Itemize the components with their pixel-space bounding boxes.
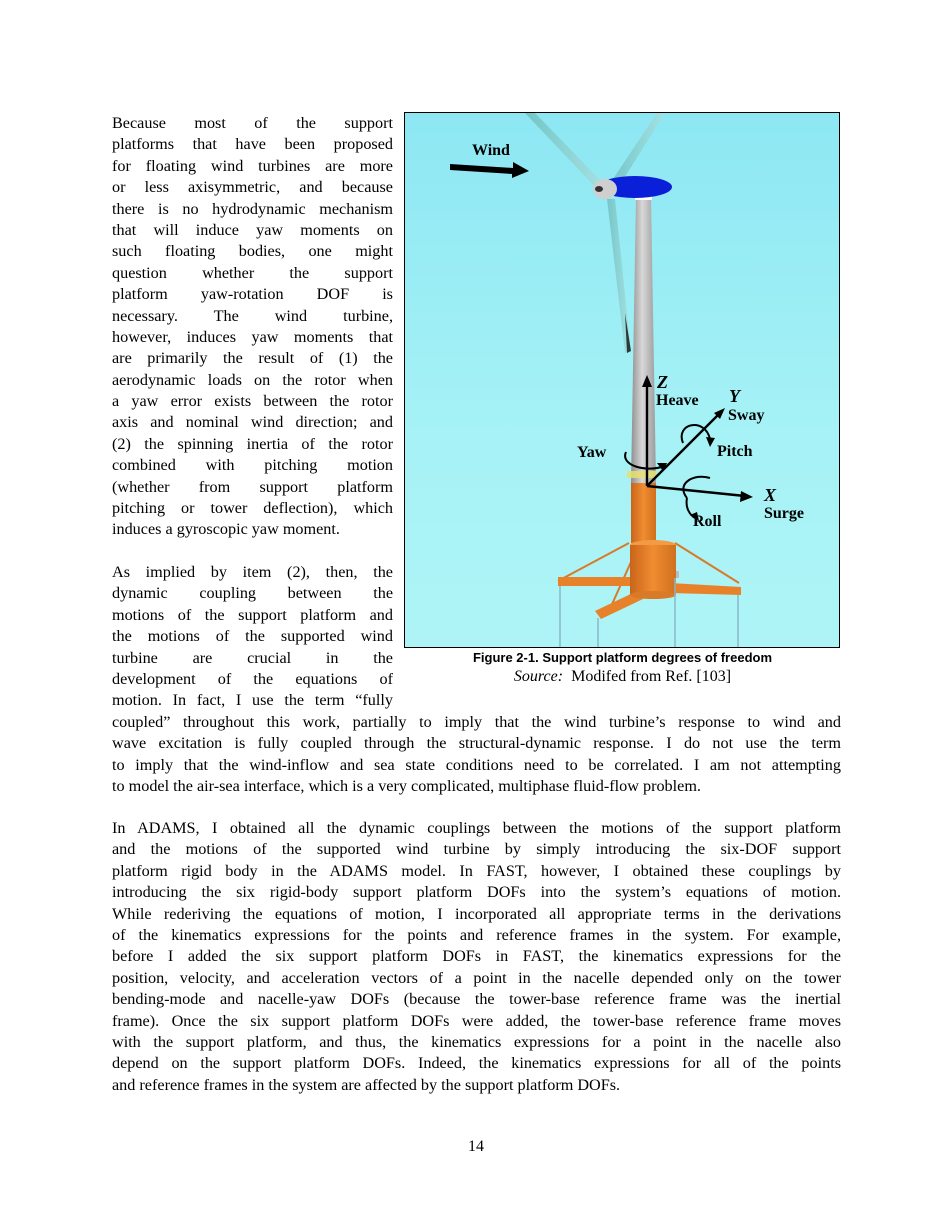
text-line: turbine are crucial in the [112,648,393,667]
text-line: dynamic coupling between the [112,584,393,603]
text-line: before I added the six support platform DOFs in FAST, the kinematics expressions for the [112,947,841,966]
tower [631,197,656,483]
text-line: frame). Once the six support platform DOFs were added, the tower-base reference frame moves [112,1011,841,1030]
text-line: necessary. The wind turbine, [112,306,393,325]
text-line: platforms that have been proposed [112,135,393,154]
wind-arrow-icon [450,162,529,178]
roll-label: Roll [693,513,722,530]
blade-upper-right [613,113,665,183]
text-line: of the kinematics expressions for the points and reference frames in the system. For example, [112,925,841,944]
heave-label: Heave [656,392,699,409]
paragraph-2-full [112,712,841,798]
text-line: (whether from support platform [112,477,393,496]
text-line: induces a gyroscopic yaw moment. [112,520,340,539]
page-number: 14 [468,1138,484,1155]
turbine-illustration [405,113,839,647]
yaw-label: Yaw [577,444,607,461]
wind-label: Wind [472,142,510,159]
text-line: to model the air-sea interface, which is a very complicated, multiphase fluid-flow problem. [112,777,701,796]
blade-upper-left [525,113,605,191]
text-line: aerodynamic loads on the rotor when [112,370,393,389]
paragraph-2-narrow [112,562,393,712]
text-line: that will induce yaw moments on [112,220,393,239]
x-axis-label: X [764,485,777,505]
text-line: a yaw error exists between the rotor [112,392,393,411]
text-line: motions of the support platform and [112,605,393,624]
platform-arm-right [670,583,741,595]
paragraph-3 [112,818,841,1096]
text-line: In ADAMS, I obtained all the dynamic couplings between the motions of the support platform [112,819,841,837]
text-line: or less axisymmetric, and because [112,178,393,197]
text-line: platform yaw-rotation DOF is [112,285,393,304]
text-line: and reference frames in the system are affected by the support platform DOFs. [112,1075,621,1094]
text-line: however, induces yaw moments that [112,327,393,346]
text-line: combined with pitching motion [112,456,393,475]
text-line: motion. In fact, I use the term “fully [112,691,393,710]
text-line: for floating wind turbines are more [112,156,393,175]
y-axis-label: Y [729,386,740,406]
text-line: question whether the support [112,263,393,282]
pitch-label: Pitch [717,443,753,460]
text-line: there is no hydrodynamic mechanism [112,199,393,218]
figure-wind-turbine-dof [404,112,840,648]
source-label: Source: [513,668,564,685]
text-line: to imply that the wind-inflow and sea state conditions need to be correlated. I am not attempting [112,755,841,774]
figure-caption-title: Figure 2-1. Support platform degrees of freedom [472,650,773,665]
text-line: Because most of the support [112,114,393,132]
figure-caption-source [404,668,841,686]
x-arrowhead-icon [740,491,753,502]
platform-column [631,483,656,543]
platform-center-column [630,545,676,595]
z-axis-label: Z [657,372,668,392]
text-line: development of the equations of [112,669,393,688]
text-line: such floating bodies, one might [112,242,393,261]
text-line: pitching or tower deflection), which [112,499,393,518]
text-line: platform rigid body in the ADAMS model. In FAST, however, I obtained these couplings by [112,861,841,880]
surge-label: Surge [764,505,804,522]
text-line: the motions of the supported wind [112,627,393,646]
paragraph-1 [112,113,393,541]
text-line: position, velocity, and acceleration vectors of a point in the nacelle depended only on the tower [112,968,841,987]
text-line: introducing the six rigid-body support platform DOFs into the system’s equations of motion. [112,883,841,902]
source-text: Modifed from Ref. [103] [563,668,732,685]
text-line: with the support platform, and thus, the kinematics expressions for a point in the nacelle also [112,1032,841,1051]
text-line: wave excitation is fully coupled through the structural-dynamic response. I do not use the term [112,734,841,753]
text-line: As implied by item (2), then, the [112,563,393,581]
text-line: and the motions of the supported wind turbine by simply introducing the six-DOF support [112,840,841,859]
text-line: While rederiving the equations of motion, I incorporated all appropriate terms in the derivations [112,904,841,923]
platform-arm-left [558,577,630,586]
text-line: bending-mode and nacelle-yaw DOFs (because the tower-base reference frame was the inertial [112,990,841,1009]
text-line: coupled” throughout this work, partially to imply that the wind turbine’s response to wind and [112,713,841,731]
pitch-arrowhead-icon [706,437,715,447]
sway-label: Sway [728,407,765,424]
text-line: axis and nominal wind direction; and [112,413,393,432]
text-line: (2) the spinning inertia of the rotor [112,434,393,453]
text-line: depend on the support platform DOFs. Indeed, the kinematics expressions for all of the points [112,1054,841,1073]
text-line: are primarily the result of (1) the [112,349,393,368]
